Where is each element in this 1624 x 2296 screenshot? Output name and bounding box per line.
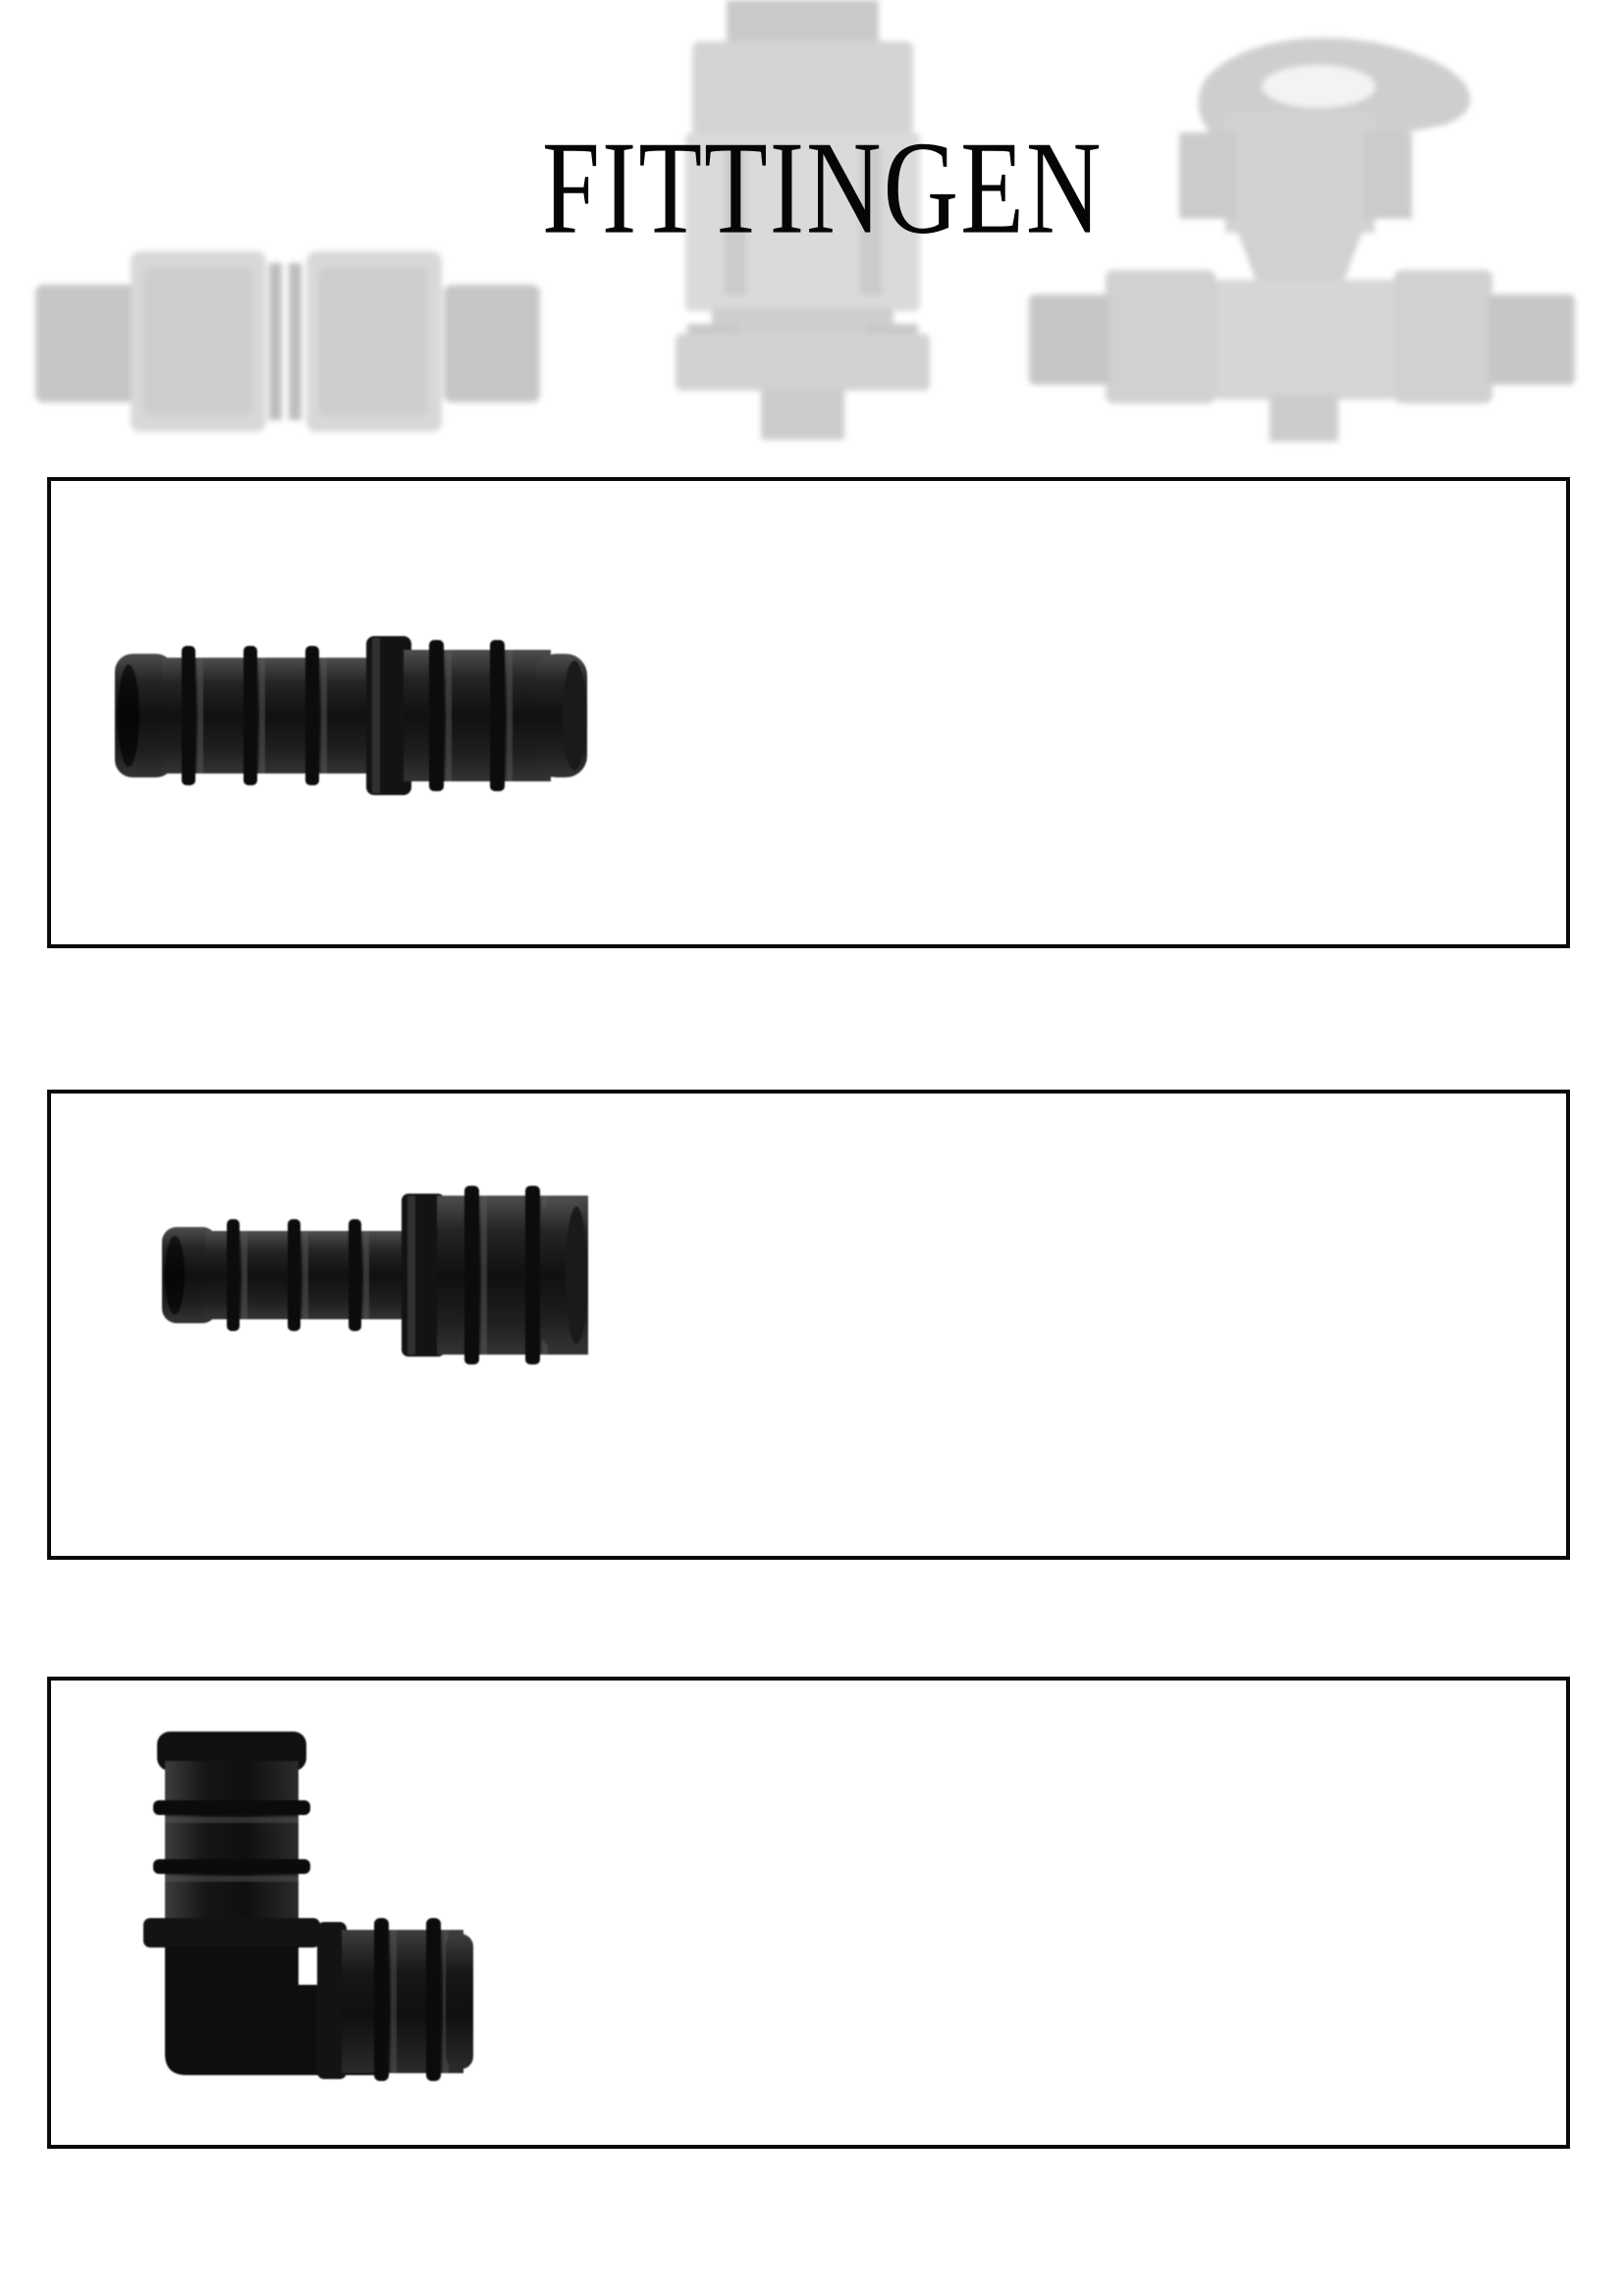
compression-coupling-faded-icon	[27, 224, 548, 459]
reducing-barbed-coupling-image	[160, 1184, 588, 1370]
page-title: FITTINGEN	[542, 114, 1104, 262]
inline-valve-faded-icon	[1019, 20, 1584, 442]
barbed-elbow-image	[135, 1730, 474, 2087]
straight-barbed-coupling-image	[113, 628, 589, 807]
